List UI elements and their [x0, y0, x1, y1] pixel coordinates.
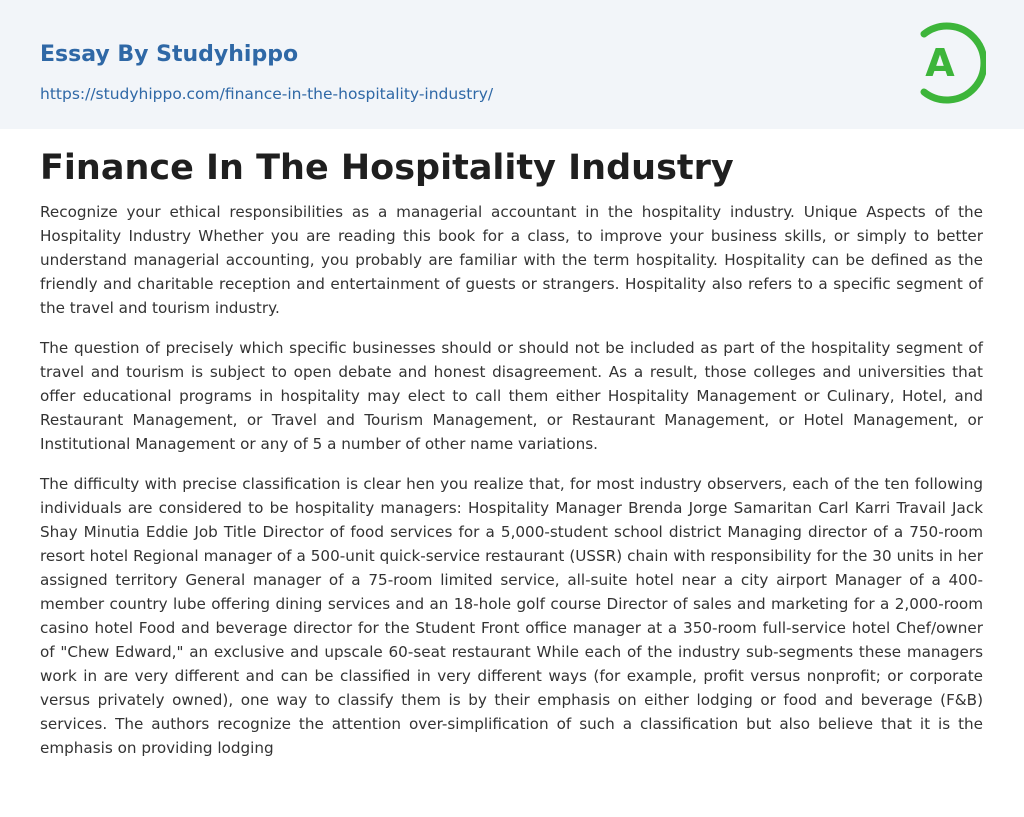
- logo-letter: A: [925, 41, 955, 85]
- article-paragraph-2: The question of precisely which specific businesses should or should not be included as part of the hospitality segment of travel and tourism is subject to open debate and honest disagreement. As a result, those colleges and universities that offer educational programs in hospitality may elect to call them either Hospitality Management or Culinary, Hotel, and Restaurant Management, or Travel and Tourism Management, or Restaurant Management, or Hotel Management, or Institutional Management or any of 5 a number of other name variations.: [40, 339, 983, 453]
- source-url-link[interactable]: https://studyhippo.com/finance-in-the-hospitality-industry/: [40, 85, 494, 103]
- article-paragraph-3: The difficulty with precise classification is clear hen you realize that, for most industry observers, each of the ten following individuals are considered to be hospitality managers: Hospitality Manager Brenda Jorge Samaritan Carl Karri Travail Jack Shay Minutia Eddie Job Title Director of food services for a 5,000-student school district Managing director of a 750-room resort hotel Regional manager of a 500-unit quick-service restaurant (USSR) chain with responsibility for the 30 units in her assigned territory General manager of a 75-room limited service, all-suite hotel near a city airport Manager of a 400-member country lube offering dining services and an 18-hole golf course Director of sales and marketing for a 2,000-room casino hotel Food and beverage director for the Student Front office manager at a 350-room full-service hotel Chef/owner of "Chew Edward," an exclusive and upscale 60-seat restaurant While each of the industry sub-segments these managers work in are very different and can be classified in very different ways (for example, profit versus nonprofit; or corporate versus privately owned), one way to classify them is by their emphasis on either lodging or food and beverage (F&B) services. The authors recognize the attention over-simplification of such a classification but also believe that it is the emphasis on providing lodging: [40, 475, 983, 757]
- article-body: [40, 200, 983, 760]
- studyhippo-logo-icon[interactable]: [912, 20, 986, 106]
- site-header: [0, 0, 1024, 129]
- site-brand-title: Essay By Studyhippo: [40, 42, 299, 67]
- article: [40, 146, 983, 776]
- article-paragraph-1: Recognize your ethical responsibilities as a managerial accountant in the hospitality industry. Unique Aspects of the Hospitality Industry Whether you are reading this book for a class, to improve your business skills, or simply to better understand managerial accounting, you probably are familiar with the term hospitality. Hospitality can be defined as the friendly and charitable reception and entertainment of guests or strangers. Hospitality also refers to a specific segment of the travel and tourism industry.: [40, 203, 983, 317]
- article-title: Finance In The Hospitality Industry: [40, 148, 734, 188]
